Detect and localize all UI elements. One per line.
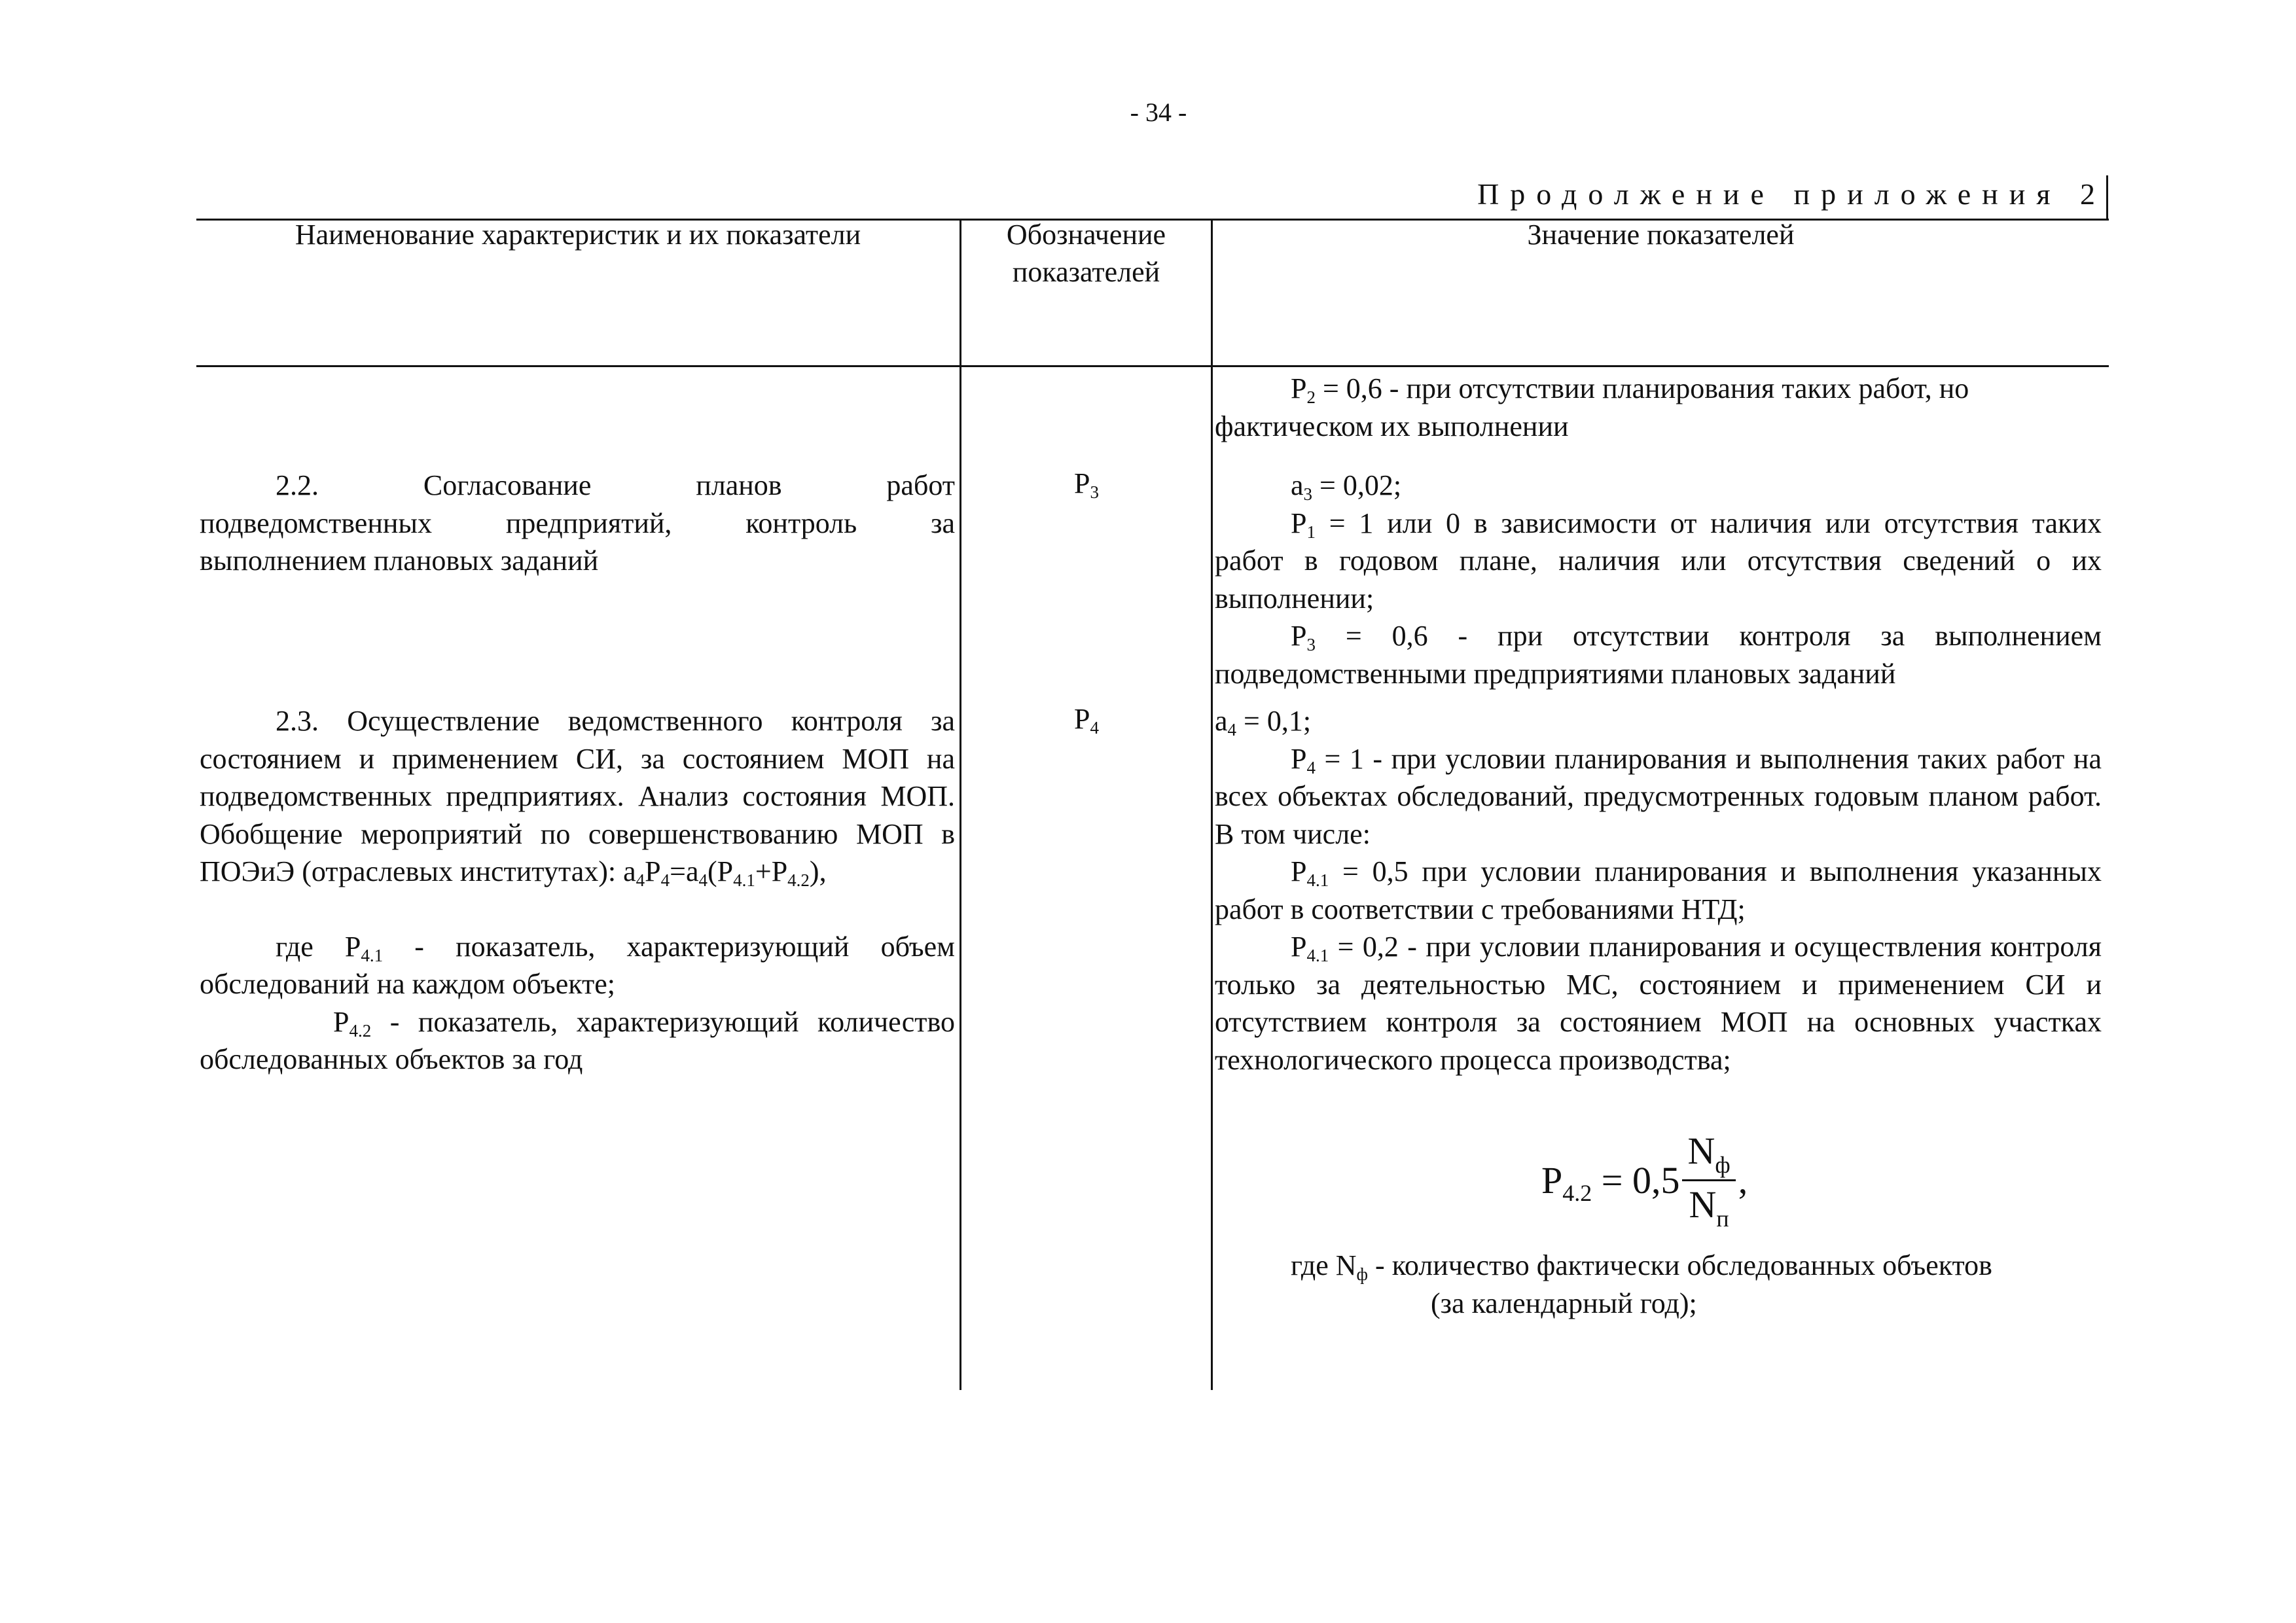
continuation-bar [2106, 175, 2108, 219]
name-cell-2-2 [200, 467, 955, 580]
item-2-2-line-2: подведомственных предприятий, контроль за [200, 507, 955, 539]
item-2-3-where-p41: где $P_{4.1}$ - показатель, характеризующий объем обследований на каждом объекте; [200, 930, 955, 1000]
page-number: - 34 - [1130, 98, 1187, 127]
formula-fraction [1682, 1128, 1735, 1233]
a4-text: $a_4 = 0,1$; [1215, 705, 1312, 740]
formula-lhs: $P_{4.2}$ [1541, 1158, 1592, 1206]
where-nf-line-2: (за календарный год); [1431, 1287, 1697, 1319]
header-name-text: Наименование характеристик и их показатели [295, 219, 861, 251]
p4-text: $P_4 = 1$ - при условии планирования и выполнения таких работ на всех объектах обследований, предусмотренных годовым планом работ. В том числе: [1215, 742, 2102, 850]
p41-text-a: $P_{4.1} = 0,5$ при условии планирования и выполнения указанных работ в соответствии с требованиями НТД; [1215, 855, 2102, 925]
name-cell-2-3 [200, 702, 955, 1079]
p41-text-b: $P_{4.1} = 0,2$ - при условии планирования и осуществления контроля только за деятельностью МС, состоянием и применением СИ и отсутствием контроля за состоянием МОП на основных участках технологического процесса производства; [1215, 931, 2102, 1076]
p3-text: $P_3 = 0,6$ - при отсутствии контроля за выполнением подведомственными предприятиями плановых заданий [1215, 620, 2102, 690]
column-divider-2 [1211, 219, 1213, 1390]
header-bottom-rule [196, 365, 2109, 367]
formula-denominator: $N_п$ [1689, 1183, 1729, 1232]
formula-numerator: $N_ф$ [1682, 1128, 1735, 1181]
header-designation [961, 216, 1211, 291]
p1-text: $P_1 = 1$ или 0 в зависимости от наличия или отсутствия таких работ в годовом плане, наличия или отсутствия сведений о их выполнении; [1215, 507, 2102, 615]
item-2-2-line-3: выполнением плановых заданий [200, 544, 599, 577]
where-nf [1215, 1247, 2102, 1322]
header-value [1213, 216, 2109, 253]
p2-text-cont: фактическом их выполнении [1215, 410, 1569, 442]
value-cell-p2 [1215, 370, 2102, 445]
formula-p42 [1541, 1121, 1748, 1239]
column-divider-1 [960, 219, 961, 1390]
item-2-3-where-p42: $P_{4.2}$ - показатель, характеризующий количество обследованных объектов за год [200, 1005, 956, 1075]
a3-text: $a_3 = 0,02$; [1291, 469, 1402, 504]
item-2-3-text: 2.3. Осуществление ведомственного контроля за состоянием и применением СИ, за состоянием МОП на подведомственных предприятиях. Анализ состояния МОП. Обобщение мероприятий по совершенствованию МОП в ПОЭиЭ (отраслевых институтах): $a_4P_4=a_4(P_{4.1}+P_{4.2})$, [200, 705, 955, 890]
value-cell-2-3 [1215, 702, 2102, 1079]
header-designation-line-2: показателей [1012, 256, 1160, 288]
p2-text: $P_2 = 0,6$ - при отсутствии планирования таких работ, но [1291, 372, 1969, 407]
symbol-p3: $P_3$ [1074, 467, 1099, 502]
header-name [196, 216, 960, 253]
value-cell-2-2 [1215, 467, 2102, 692]
formula-comma: , [1738, 1158, 1748, 1202]
continuation-caption: Продолжение приложения 2 [1477, 177, 2106, 211]
symbol-p4: $P_4$ [1074, 703, 1099, 738]
header-value-text: Значение показателей [1527, 219, 1795, 251]
header-designation-line-1: Обозначение [1006, 219, 1166, 251]
formula-coef: = 0,5 [1601, 1158, 1680, 1202]
item-2-2-line-1: 2.2. Согласование планов работ [276, 469, 955, 501]
where-nf-line-1: где $N_ф$ - количество фактически обследованных объектов [1291, 1249, 1992, 1284]
